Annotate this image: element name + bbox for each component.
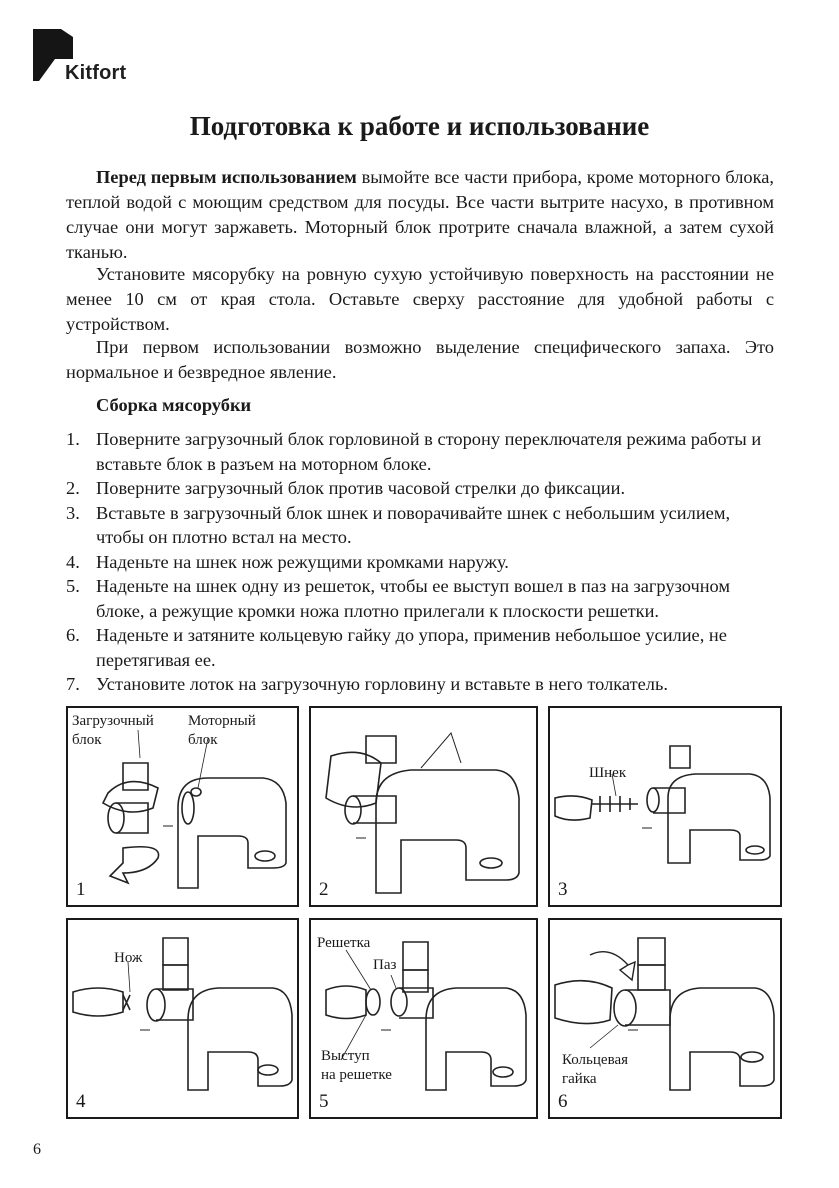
label-grate: Решетка bbox=[317, 935, 371, 951]
label-groove: Паз bbox=[373, 957, 397, 973]
step-number: 4. bbox=[66, 551, 80, 572]
assembly-step bbox=[66, 672, 782, 697]
step-text: Установите лоток на загрузочную горловину и вставьте в него толкатель. bbox=[96, 674, 668, 694]
assembly-step bbox=[66, 501, 782, 550]
figure-4 bbox=[66, 918, 299, 1119]
label-auger: Шнек bbox=[589, 765, 627, 781]
figure-number: 1 bbox=[76, 879, 86, 900]
step-number: 6. bbox=[66, 625, 80, 645]
assembly-step bbox=[66, 550, 782, 575]
figure-1 bbox=[66, 706, 299, 907]
figure-3-illustration bbox=[550, 708, 782, 907]
intro-paragraph-2: Установите мясорубку на ровную сухую устойчивую поверхность на расстоянии не менее 10 см от края стола. Оставьте сверху расстояние для удобной работы с устройством. bbox=[66, 264, 774, 334]
intro-paragraph-3: При первом использовании возможно выделение специфического запаха. Это нормальное и безвредное явление. bbox=[66, 337, 774, 382]
step-number: 5. bbox=[66, 576, 80, 596]
intro-paragraph-1-text: вымойте все части прибора, кроме моторного блока, теплой водой с моющим средством для посуды. Все части вытрите насухо, в противном случае они могут заржаветь. Моторный блок протрите сначала влажной, а затем сухой тканью. bbox=[66, 167, 774, 262]
figure-4-illustration bbox=[68, 920, 299, 1119]
figure-number: 3 bbox=[558, 879, 568, 900]
label-motor-block: Моторный блок bbox=[188, 713, 256, 748]
figure-number: 6 bbox=[558, 1091, 568, 1112]
figure-3 bbox=[548, 706, 782, 907]
step-text: Поверните загрузочный блок против часовой стрелки до фиксации. bbox=[96, 478, 626, 498]
assembly-steps-list bbox=[66, 427, 782, 697]
figure-6 bbox=[548, 918, 782, 1119]
assembly-heading: Сборка мясорубки bbox=[96, 395, 252, 415]
step-number: 3. bbox=[66, 502, 80, 523]
label-loading-block: Загрузочный блок bbox=[72, 713, 154, 748]
step-text: Наденьте и затяните кольцевую гайку до упора, применив небольшое усилие, не перетягивая ее. bbox=[96, 625, 727, 670]
intro-bold-lead: Перед первым использованием bbox=[96, 167, 357, 187]
step-number: 7. bbox=[66, 674, 80, 694]
assembly-step bbox=[66, 623, 782, 672]
figure-number: 2 bbox=[319, 879, 329, 900]
page-title: Подготовка к работе и использование bbox=[189, 111, 650, 141]
assembly-step bbox=[66, 476, 782, 501]
figure-2 bbox=[309, 706, 538, 907]
assembly-step bbox=[66, 574, 782, 623]
label-grate-tab: Выступ на решетке bbox=[321, 1048, 392, 1083]
figure-number: 5 bbox=[319, 1091, 329, 1112]
step-text: Поверните загрузочный блок горловиной в сторону переключателя режима работы и вставьте блок в разъем на моторном блоке. bbox=[96, 429, 762, 474]
step-text: Наденьте на шнек нож режущими кромками наружу. bbox=[96, 551, 509, 572]
step-number: 1. bbox=[66, 429, 80, 449]
brand-logo bbox=[33, 29, 143, 85]
figure-2-illustration bbox=[311, 708, 538, 907]
page-number: 6 bbox=[33, 1141, 41, 1158]
figure-number: 4 bbox=[76, 1091, 86, 1112]
step-text: Наденьте на шнек одну из решеток, чтобы ее выступ вошел в паз на загрузочном блоке, а режущие кромки ножа плотно прилегали к плоскости решетки. bbox=[96, 576, 731, 621]
label-knife: Нож bbox=[114, 950, 143, 966]
step-text: Вставьте в загрузочный блок шнек и поворачивайте шнек с небольшим усилием, чтобы он плотно встал на место. bbox=[96, 502, 731, 547]
step-number: 2. bbox=[66, 478, 80, 498]
figure-6-illustration bbox=[550, 920, 782, 1119]
figure-5 bbox=[309, 918, 538, 1119]
label-ring-nut: Кольцевая гайка bbox=[562, 1052, 629, 1087]
brand-name: Kitfort bbox=[65, 62, 127, 84]
assembly-step bbox=[66, 427, 782, 476]
intro-paragraph-1 bbox=[66, 165, 774, 265]
